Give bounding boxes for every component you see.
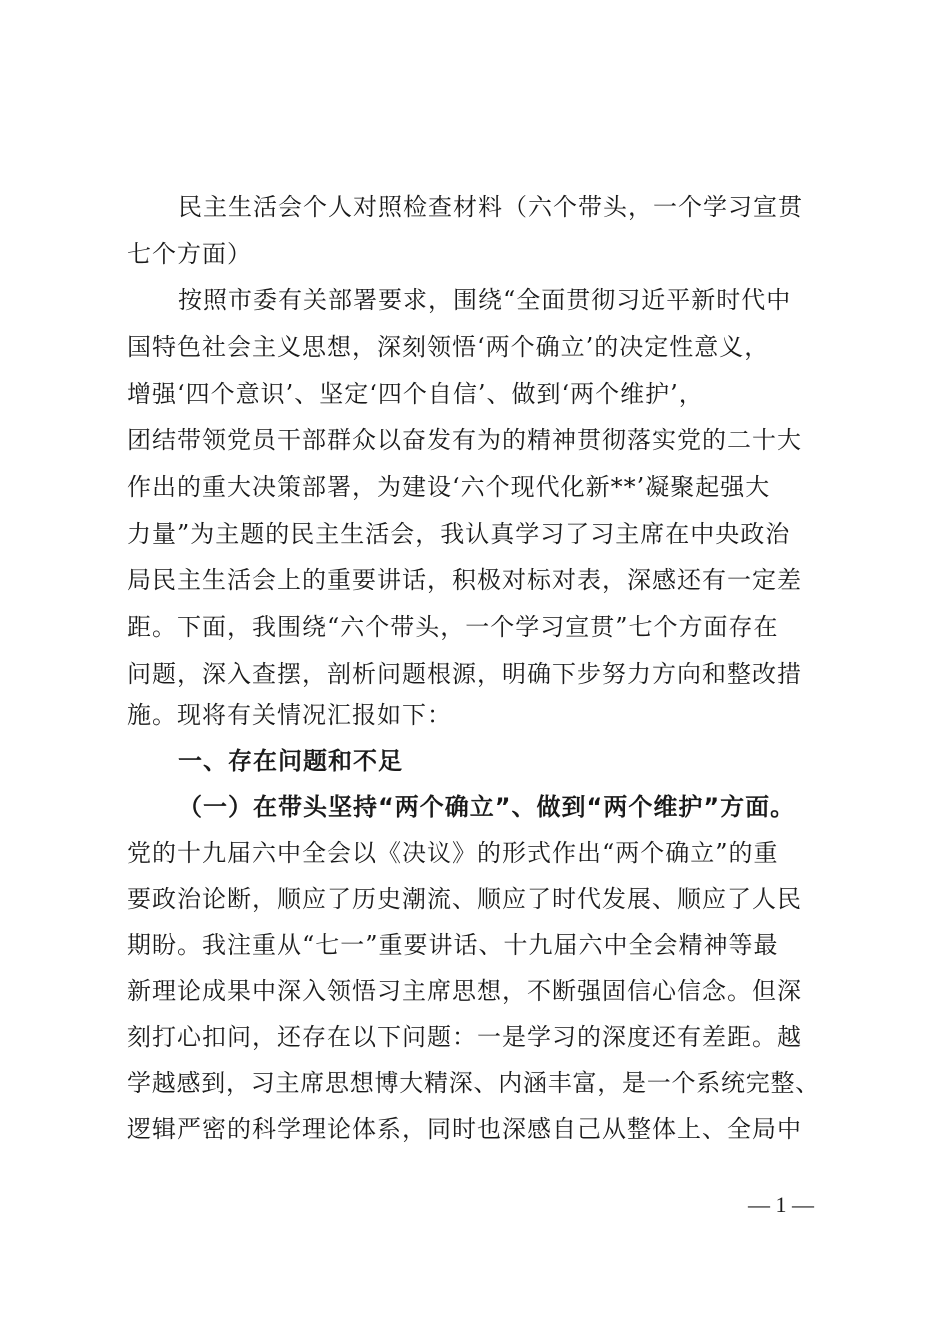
- paragraph-line: 期盼。我注重从“七一”重要讲话、十九届六中全会精神等最: [127, 931, 779, 959]
- paragraph-line: 新理论成果中深入领悟习主席思想，不断强固信心信念。但深: [127, 977, 802, 1005]
- paragraph-line: 学越感到，习主席思想博大精深、内涵丰富，是一个系统完整、: [127, 1069, 820, 1097]
- subsection-heading: （一）在带头坚持“两个确立”、做到“两个维护”方面。: [178, 793, 796, 821]
- paragraph-line: 增强‘四个意识’、坚定‘四个自信’、做到‘两个维护’，: [127, 380, 704, 408]
- paragraph-line: 要政治论断，顺应了历史潮流、顺应了时代发展、顺应了人民: [127, 885, 802, 913]
- paragraph-line: 党的十九届六中全会以《决议》的形式作出“两个确立”的重: [127, 839, 779, 867]
- paragraph-line: 距。下面，我围绕“六个带头，一个学习宣贯”七个方面存在: [127, 613, 779, 641]
- document-title-line-2: 七个方面）: [127, 240, 252, 268]
- document-title-line-1: 民主生活会个人对照检查材料（六个带头，一个学习宣贯: [178, 193, 803, 221]
- paragraph-line: 作出的重大决策部署，为建设‘六个现代化新**’凝聚起强大: [127, 473, 771, 501]
- paragraph-line: 刻打心扣问，还存在以下问题：一是学习的深度还有差距。越: [127, 1023, 802, 1051]
- paragraph-line: 国特色社会主义思想，深刻领悟‘两个确立’的决定性意义，: [127, 333, 770, 361]
- paragraph-line: 施。现将有关情况汇报如下：: [127, 701, 452, 729]
- paragraph-line: 团结带领党员干部群众以奋发有为的精神贯彻落实党的二十大: [127, 426, 802, 454]
- paragraph-line: 逻辑严密的科学理论体系，同时也深感自己从整体上、全局中: [127, 1115, 802, 1143]
- paragraph-line: 按照市委有关部署要求，围绕“全面贯彻习近平新时代中: [178, 286, 792, 314]
- section-heading: 一、存在问题和不足: [178, 747, 403, 775]
- paragraph-line: 力量”为主题的民主生活会，我认真学习了习主席在中央政治: [127, 520, 791, 548]
- paragraph-line: 局民主生活会上的重要讲话，积极对标对表，深感还有一定差: [127, 566, 802, 594]
- paragraph-line: 问题，深入查摆，剖析问题根源，明确下步努力方向和整改措: [127, 660, 802, 688]
- page-number: — 1 —: [748, 1192, 814, 1217]
